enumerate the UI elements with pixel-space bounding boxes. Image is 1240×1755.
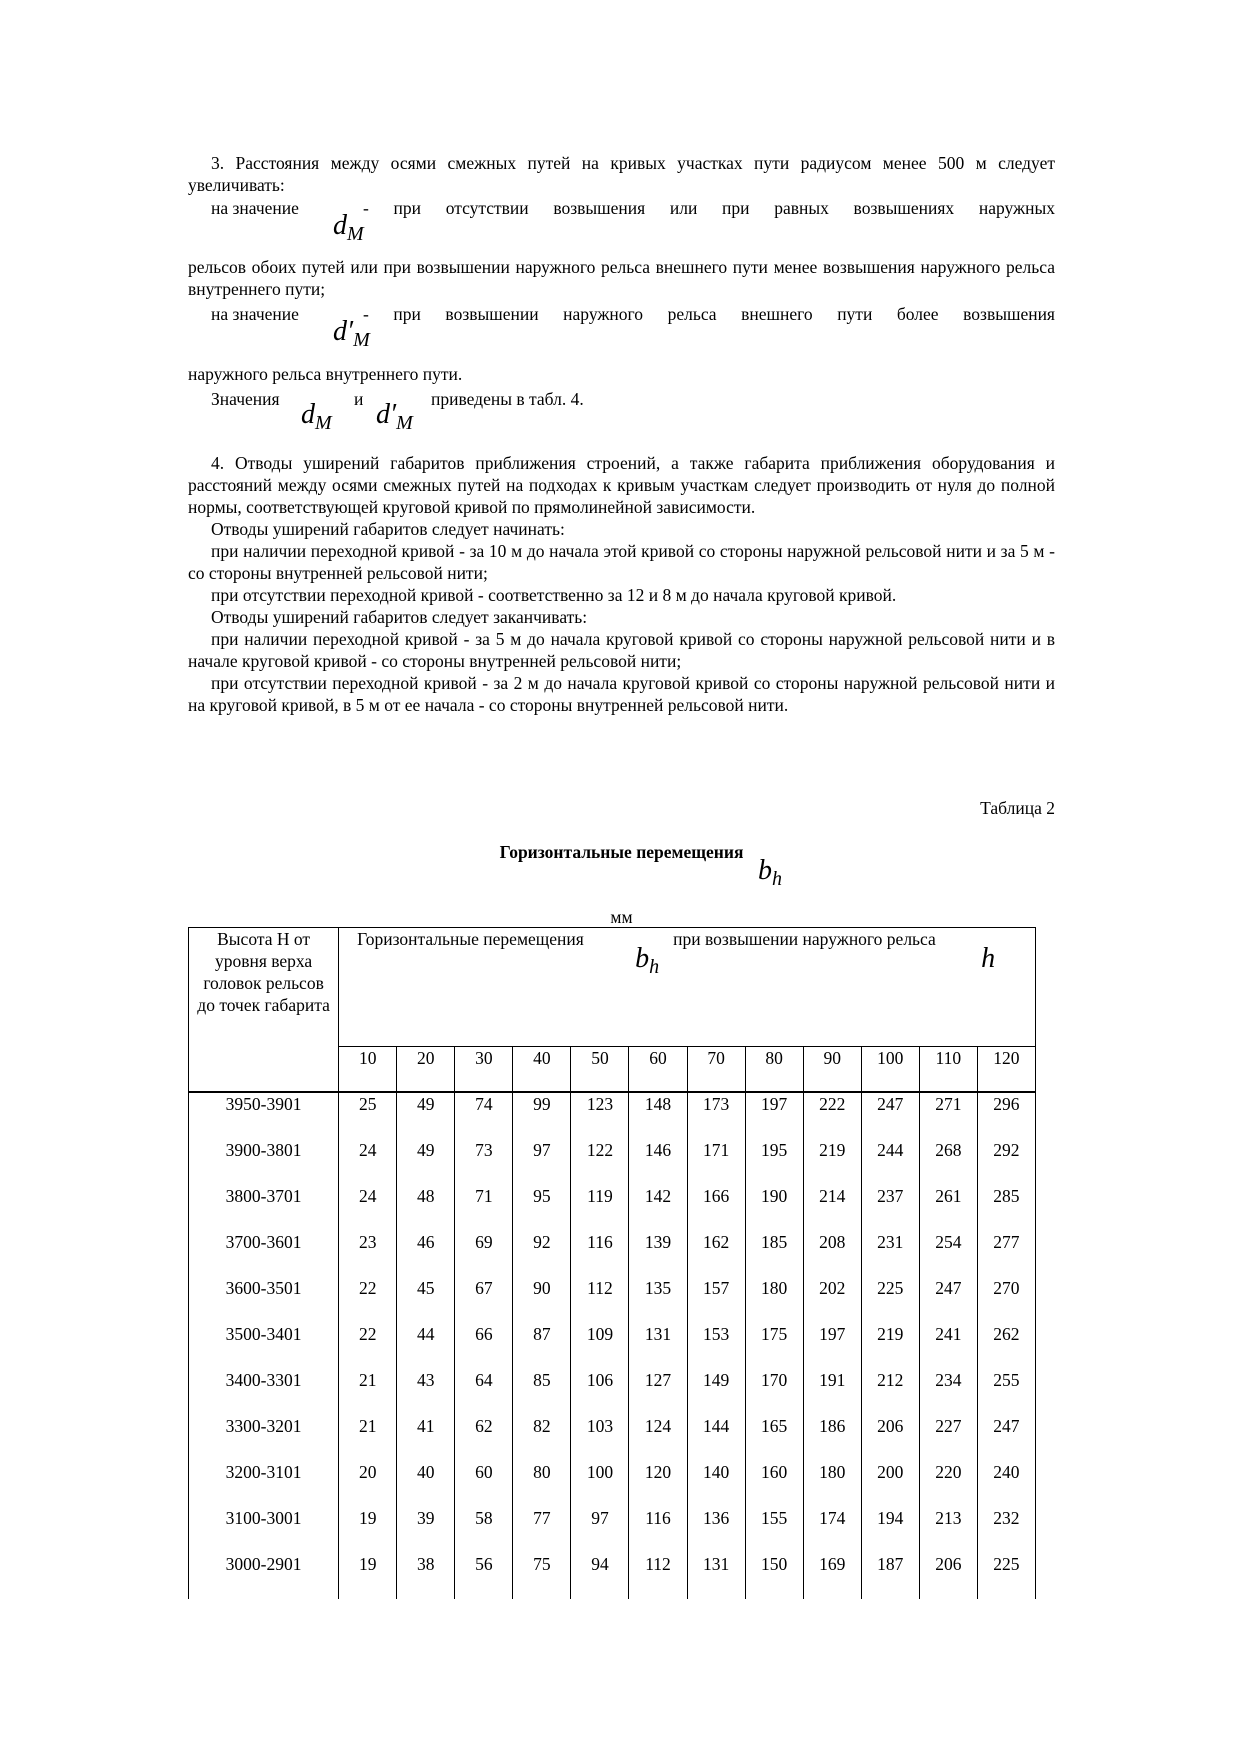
table-cell: 74 [455,1092,513,1139]
table-cell: 191 [803,1369,861,1415]
table-cell: 296 [977,1092,1035,1139]
table-cell: 135 [629,1277,687,1323]
table-cell: 41 [397,1415,455,1461]
table-cell: 174 [803,1507,861,1553]
column-header-10: 10 [339,1047,397,1093]
table-cell: 97 [571,1507,629,1553]
table-cell: 285 [977,1185,1035,1231]
table-cell: 142 [629,1185,687,1231]
table-cell: 190 [745,1185,803,1231]
row-label: 3400-3301 [189,1369,339,1415]
table-cell: 73 [455,1139,513,1185]
table-cell: 219 [861,1323,919,1369]
row-label: 3000-2901 [189,1553,339,1599]
table-row [189,1507,1036,1553]
row-label: 3500-3401 [189,1323,339,1369]
table-cell: 268 [919,1139,977,1185]
table-cell: 155 [745,1507,803,1553]
table-cell: 62 [455,1415,513,1461]
table-cell: 97 [513,1139,571,1185]
table-cell: 194 [861,1507,919,1553]
column-header-30: 30 [455,1047,513,1093]
table-cell: 277 [977,1231,1035,1277]
table-cell: 162 [687,1231,745,1277]
paragraph-11: при отсутствии переходной кривой - за 2 м до начала круговой кривой со стороны наружной рельсовой нити и на круговой кривой, в 5 м от ее начала - со стороны внутренней рельсовой нити. [188,673,1055,715]
table-cell: 124 [629,1415,687,1461]
table-cell: 206 [919,1553,977,1599]
table-cell: 247 [977,1415,1035,1461]
column-group-label-b: при возвышении наружного рельса [673,929,936,949]
table-cell: 100 [571,1461,629,1507]
table-cell: 262 [977,1323,1035,1369]
table-cell: 38 [397,1553,455,1599]
table-cell: 170 [745,1369,803,1415]
table-cell: 21 [339,1415,397,1461]
table-cell: 69 [455,1231,513,1277]
table-cell: 195 [745,1139,803,1185]
table-cell: 180 [745,1277,803,1323]
formula-d-prime-m: $d'_M$ [333,316,370,351]
table-cell: 122 [571,1139,629,1185]
formula-d-prime-m-2: $d'_M$ [376,399,413,434]
column-header-60: 60 [629,1047,687,1093]
table-cell: 94 [571,1553,629,1599]
table-cell: 112 [571,1277,629,1323]
table-row [189,1461,1036,1507]
table-cell: 25 [339,1092,397,1139]
table-cell: 45 [397,1277,455,1323]
paragraph-6: Отводы уширений габаритов следует начинать: [211,519,565,539]
row-label: 3800-3701 [189,1185,339,1231]
table-cell: 109 [571,1323,629,1369]
table-cell: 136 [687,1507,745,1553]
row-label: 3600-3501 [189,1277,339,1323]
table-cell: 22 [339,1323,397,1369]
row-label: 3950-3901 [189,1092,339,1139]
displacement-table [188,927,1036,1599]
paragraph-4-tail: приведены в табл. 4. [431,389,584,409]
table-cell: 169 [803,1553,861,1599]
table-cell: 112 [629,1553,687,1599]
table-cell: 165 [745,1415,803,1461]
table-cell: 56 [455,1553,513,1599]
table-cell: 49 [397,1139,455,1185]
table-cell: 92 [513,1231,571,1277]
table-cell: 144 [687,1415,745,1461]
table-cell: 149 [687,1369,745,1415]
table-cell: 212 [861,1369,919,1415]
table-cell: 244 [861,1139,919,1185]
table-cell: 20 [339,1461,397,1507]
table-cell: 44 [397,1323,455,1369]
table-cell: 247 [861,1092,919,1139]
table-cell: 87 [513,1323,571,1369]
paragraph-2-lead: на значение [211,198,299,218]
table-cell: 80 [513,1461,571,1507]
table-cell: 292 [977,1139,1035,1185]
table-cell: 255 [977,1369,1035,1415]
table-cell: 43 [397,1369,455,1415]
table-cell: 247 [919,1277,977,1323]
table-cell: 173 [687,1092,745,1139]
table-cell: 39 [397,1507,455,1553]
table-cell: 197 [803,1323,861,1369]
paragraph-7: при наличии переходной кривой - за 10 м до начала этой кривой со стороны наружной рельсовой нити и за 5 м - со стороны внутренней рельсовой нити; [188,541,1055,583]
table-cell: 60 [455,1461,513,1507]
paragraph-3-tail: - при возвышении наружного рельса внешнего пути более возвышения [363,304,1055,324]
table-cell: 22 [339,1277,397,1323]
table-unit: мм [610,907,633,927]
table-cell: 24 [339,1139,397,1185]
paragraph-1: 3. Расстояния между осями смежных путей на кривых участках пути радиусом менее 500 м следует увеличивать: [188,153,1055,195]
table-cell: 75 [513,1553,571,1599]
table-cell: 77 [513,1507,571,1553]
table-cell: 58 [455,1507,513,1553]
table-cell: 67 [455,1277,513,1323]
column-header-100: 100 [861,1047,919,1093]
table-cell: 116 [571,1231,629,1277]
column-header-110: 110 [919,1047,977,1093]
table-cell: 187 [861,1553,919,1599]
formula-d-m: $d_M$ [333,210,364,245]
table-cell: 119 [571,1185,629,1231]
table-cell: 254 [919,1231,977,1277]
table-cell: 19 [339,1553,397,1599]
table-cell: 213 [919,1507,977,1553]
table-cell: 85 [513,1369,571,1415]
column-group-header [339,928,1036,1047]
table-cell: 261 [919,1185,977,1231]
table-cell: 49 [397,1092,455,1139]
table-cell: 103 [571,1415,629,1461]
table-row [189,1092,1036,1139]
table-cell: 82 [513,1415,571,1461]
table-cell: 24 [339,1185,397,1231]
table-cell: 220 [919,1461,977,1507]
table-cell: 46 [397,1231,455,1277]
row-label: 3900-3801 [189,1139,339,1185]
table-cell: 160 [745,1461,803,1507]
table-number: Таблица 2 [980,798,1055,818]
table-cell: 127 [629,1369,687,1415]
table-cell: 271 [919,1092,977,1139]
table-cell: 222 [803,1092,861,1139]
table-cell: 139 [629,1231,687,1277]
table-cell: 166 [687,1185,745,1231]
table-cell: 171 [687,1139,745,1185]
table-cell: 225 [861,1277,919,1323]
table-row [189,1415,1036,1461]
paragraph-3-continuation: наружного рельса внутреннего пути. [188,364,463,384]
table-cell: 237 [861,1185,919,1231]
table-cell: 200 [861,1461,919,1507]
table-cell: 19 [339,1507,397,1553]
table-row [189,1553,1036,1599]
paragraph-9: Отводы уширений габаритов следует заканчивать: [211,607,588,627]
formula-h-header: h [981,943,996,974]
table-cell: 148 [629,1092,687,1139]
table-cell: 214 [803,1185,861,1231]
table-cell: 131 [629,1323,687,1369]
paragraph-5: 4. Отводы уширений габаритов приближения строений, а также габарита приближения оборудования и расстояний между осями смежных путей на подходах к кривым участкам следует производить от нуля до полной нормы, соответствующей круговой кривой по прямолинейной зависимости. [188,453,1055,517]
formula-d-m-2: $d_M$ [301,399,332,434]
table-cell: 123 [571,1092,629,1139]
table-cell: 227 [919,1415,977,1461]
table-title: Горизонтальные перемещения [499,842,744,862]
paragraph-8: при отсутствии переходной кривой - соответственно за 12 и 8 м до начала круговой кривой. [211,585,897,605]
table-cell: 197 [745,1092,803,1139]
table-cell: 116 [629,1507,687,1553]
table-cell: 185 [745,1231,803,1277]
row-label: 3700-3601 [189,1231,339,1277]
table-row [189,1323,1036,1369]
column-header-90: 90 [803,1047,861,1093]
paragraph-3-lead: на значение [211,304,299,324]
table-cell: 146 [629,1139,687,1185]
table-cell: 71 [455,1185,513,1231]
table-row [189,1369,1036,1415]
paragraph-4-and: и [354,389,364,409]
table-cell: 66 [455,1323,513,1369]
paragraph-2-continuation: рельсов обоих путей или при возвышении наружного рельса внешнего пути менее возвышения наружного рельса внутреннего пути; [188,257,1055,299]
table-cell: 186 [803,1415,861,1461]
formula-b-h: $b_h$ [758,855,782,890]
column-group-label-a: Горизонтальные перемещения [357,929,584,949]
column-header-20: 20 [397,1047,455,1093]
table-cell: 99 [513,1092,571,1139]
table-cell: 64 [455,1369,513,1415]
row-label: 3100-3001 [189,1507,339,1553]
column-header-40: 40 [513,1047,571,1093]
table-cell: 180 [803,1461,861,1507]
paragraph-2-tail: - при отсутствии возвышения или при равных возвышениях наружных [363,198,1055,218]
table-cell: 21 [339,1369,397,1415]
table-cell: 241 [919,1323,977,1369]
table-row [189,1231,1036,1277]
column-header-50: 50 [571,1047,629,1093]
table-cell: 270 [977,1277,1035,1323]
column-header-70: 70 [687,1047,745,1093]
table-cell: 231 [861,1231,919,1277]
table-cell: 23 [339,1231,397,1277]
table-cell: 90 [513,1277,571,1323]
table-cell: 208 [803,1231,861,1277]
table-cell: 225 [977,1553,1035,1599]
paragraph-4-lead: Значения [211,389,280,409]
column-header-120: 120 [977,1047,1035,1093]
column-header-80: 80 [745,1047,803,1093]
table-row [189,1185,1036,1231]
table-cell: 40 [397,1461,455,1507]
table-cell: 106 [571,1369,629,1415]
row-header-cell: Высота Н от уровня верха головок рельсов до точек габарита [189,928,339,1093]
table-cell: 140 [687,1461,745,1507]
table-cell: 175 [745,1323,803,1369]
table-cell: 219 [803,1139,861,1185]
table-cell: 48 [397,1185,455,1231]
paragraph-10: при наличии переходной кривой - за 5 м до начала круговой кривой со стороны наружной рельсовой нити и в начале круговой кривой - со стороны внутренней рельсовой нити; [188,629,1055,671]
table-cell: 234 [919,1369,977,1415]
table-row [189,1277,1036,1323]
table-cell: 95 [513,1185,571,1231]
table-cell: 131 [687,1553,745,1599]
formula-b-h-header: $b_h$ [635,943,660,978]
table-cell: 240 [977,1461,1035,1507]
table-cell: 150 [745,1553,803,1599]
table-cell: 202 [803,1277,861,1323]
row-label: 3300-3201 [189,1415,339,1461]
table-cell: 206 [861,1415,919,1461]
table-cell: 120 [629,1461,687,1507]
table-cell: 157 [687,1277,745,1323]
row-label: 3200-3101 [189,1461,339,1507]
table-row [189,1139,1036,1185]
table-cell: 232 [977,1507,1035,1553]
table-cell: 153 [687,1323,745,1369]
